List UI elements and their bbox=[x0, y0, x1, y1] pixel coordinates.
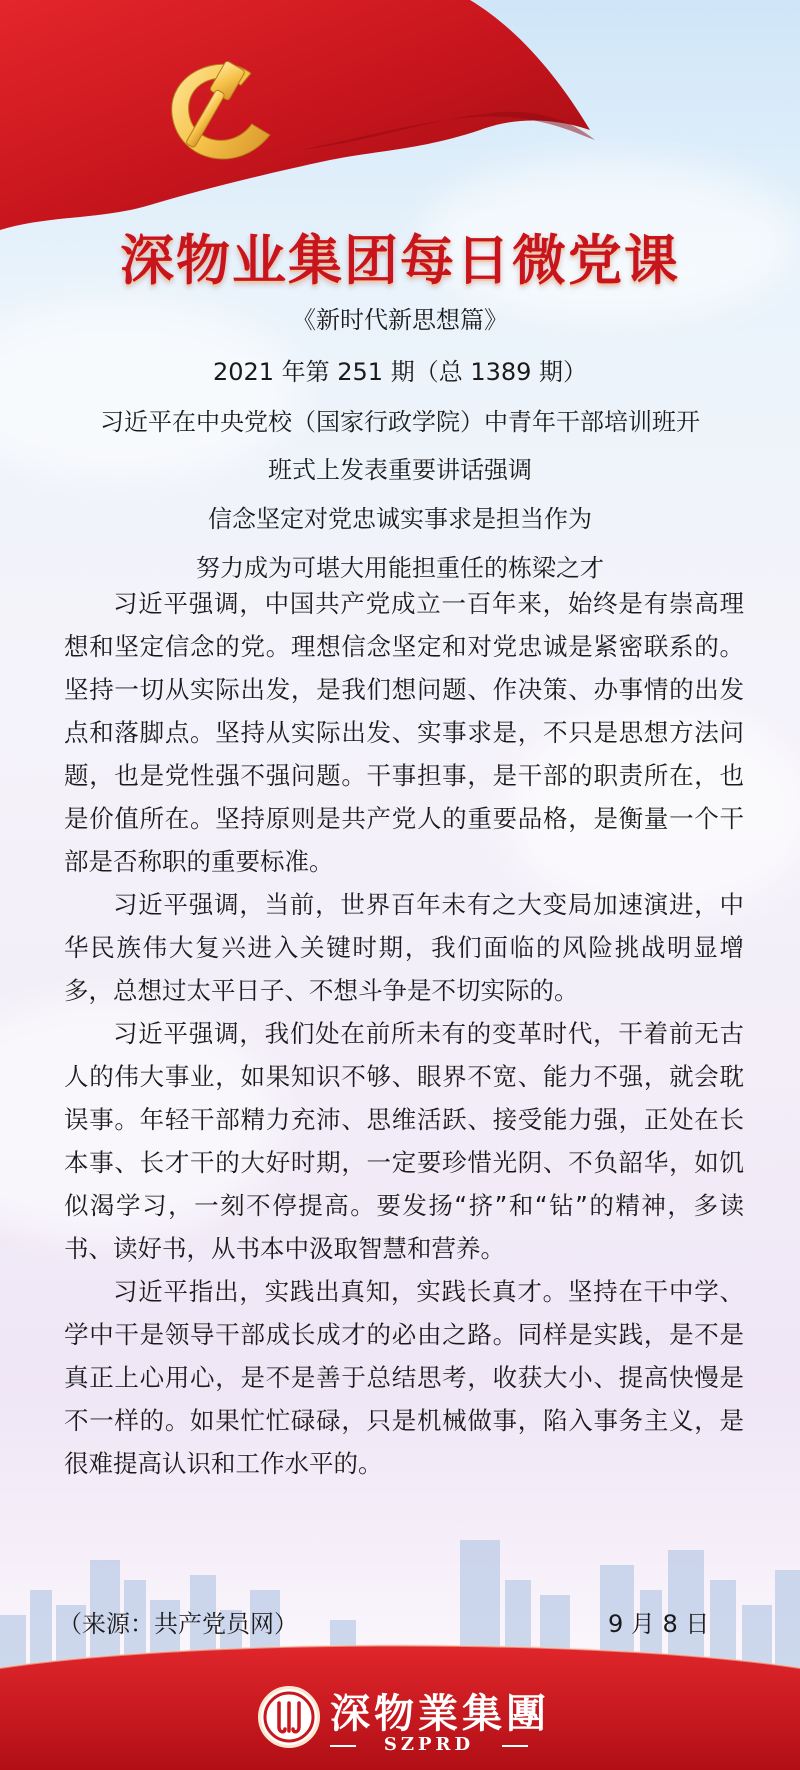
source-label: （来源：共产党员网） bbox=[58, 1610, 298, 1638]
headline-line: 习近平在中央党校（国家行政学院）中青年干部培训班开 bbox=[100, 408, 700, 436]
article-paragraph: 习近平指出，实践出真知，实践长真才。坚持在干中学、学中干是领导干部成长成才的必由之路。同样是实践，是不是真正上心用心，是不是善于总结思考，收获大小、提高快慢是不一样的。如果忙忙碌碌，只是机械做事，陷入事务主义，是很难提高认识和工作水平的。 bbox=[64, 1277, 744, 1478]
article-paragraph: 习近平强调，我们处在前所未有的变革时代，干着前无古人的伟大事业，如果知识不够、眼界不宽、能力不强，就会耽误事。年轻干部精力充沛、思维活跃、接受能力强，正处在长本事、长才干的大好时期，一定要珍惜光阴、不负韶华，如饥似渴学习，一刻不停提高。要发扬“挤”和“钻”的精神，多读书、读好书，从书本中汲取智慧和营养。 bbox=[64, 1019, 744, 1263]
article-paragraph: 习近平强调，中国共产党成立一百年来，始终是有崇高理想和坚定信念的党。理想信念坚定和对党忠诚是紧密联系的。坚持一切从实际出发，是我们想问题、作决策、办事情的出发点和落脚点。坚持从实际出发、实事求是，不只是思想方法问题，也是党性强不强问题。干事担事，是干部的职责所在，也是价值所在。坚持原则是共产党人的重要品格，是衡量一个干部是否称职的重要标准。 bbox=[64, 589, 744, 876]
article-body bbox=[64, 582, 744, 1485]
series-subtitle: 《新时代新思想篇》 bbox=[292, 306, 508, 334]
headline-line: 班式上发表重要讲话强调 bbox=[268, 456, 532, 484]
company-abbr: SZPRD bbox=[334, 1734, 524, 1755]
company-name: 深物業集團 bbox=[330, 1690, 550, 1737]
article-paragraph: 习近平强调，当前，世界百年未有之大变局加速演进，中华民族伟大复兴进入关键时期，我们面临的风险挑战明显增多，总想过太平日子、不想斗争是不切实际的。 bbox=[64, 890, 744, 1005]
headline-line: 努力成为可堪大用能担重任的栋梁之才 bbox=[196, 554, 604, 582]
issue-number: 2021 年第 251 期（总 1389 期） bbox=[212, 358, 588, 386]
date-label: 9 月 8 日 bbox=[608, 1610, 710, 1638]
headline-line: 信念坚定对党忠诚实事求是担当作为 bbox=[208, 505, 592, 533]
page-title: 深物业集团每日微党课 bbox=[120, 228, 680, 292]
company-logo-icon bbox=[258, 1686, 320, 1748]
